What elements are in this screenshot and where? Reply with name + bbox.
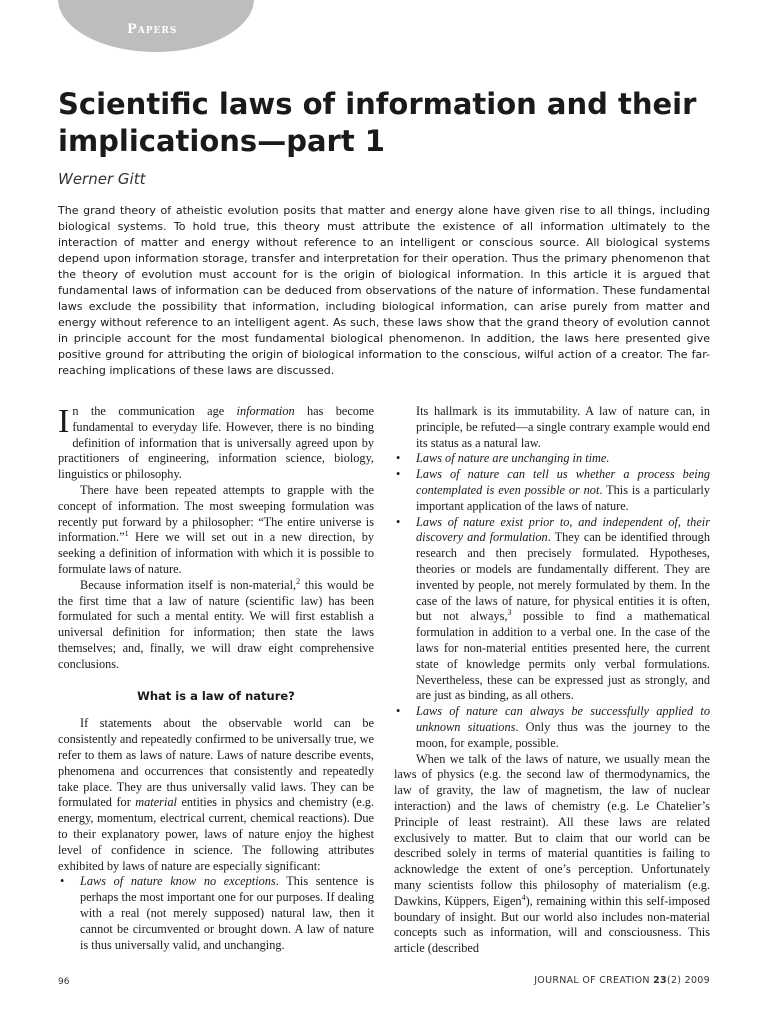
paragraph — [58, 483, 374, 578]
text: Here we will set out in a new direction, by seeking a definition of information with which it is possible to formulate laws of nature. — [58, 530, 374, 576]
paragraph: Its hallmark is its immutability. A law of nature can, in principle, be refuted—a single contrary example would end its status as a natural law. — [416, 404, 710, 450]
text: possible to find a mathematical formulation in addition to a verbal one. In the case of the laws for non-material entities presented here, the current state of knowledge permits only verbal formulations. Nevertheless, these can be expressed just as strongly, and are just as binding, as all others. — [416, 609, 710, 703]
journal-footer — [534, 975, 710, 986]
article-title: Scientific laws of information and their implications—part 1 — [58, 87, 697, 158]
footnote-ref: 1 — [124, 529, 129, 539]
text: this would be the first time that a law of nature (scientific law) has been formulated for such a mental entity. We will first establish a universal definition for information; then state the laws themselves; and, finally, we will draw eight comprehensive conclusions. — [58, 577, 374, 671]
footnote-ref: 2 — [296, 576, 301, 586]
article-abstract: The grand theory of atheistic evolution posits that matter and energy alone have given rise to all things, including biological systems. To hold true, this theory must attribute the existence of all information ultimately to the interaction of matter and energy without reference to an intelligent or conscious source. All biological systems depend upon information storage, transfer and interpretation for their operation. Thus the primary phenomenon that the theory of evolution must account for is the origin of biological information. In this article it is argued that fundamental laws of information can be deduced from observations of the nature of information. These fundamental laws exclude the possibility that information, including biological information, can arise purely from matter and energy without reference to an intelligent agent. As such, these laws show that the grand theory of evolution cannot in principle account for the most fundamental biological phenomenon. In addition, the laws here presented give positive ground for attributing the origin of biological information to the conscious, wilful action of a creator. The far-reaching implications of these laws are discussed. — [58, 204, 710, 377]
emphasis: information — [236, 404, 295, 418]
list-item — [58, 874, 374, 953]
paragraph — [58, 404, 374, 483]
drop-cap: I — [58, 403, 70, 440]
emphasis: Laws of nature can always be successfully applied to unknown situations — [416, 704, 710, 734]
emphasis: Laws of nature know no exceptions — [80, 874, 276, 889]
journal-name: JOURNAL OF CREATION — [534, 975, 654, 986]
body-column-left — [58, 404, 374, 953]
text: n the communication age — [72, 404, 237, 418]
emphasis: Laws of nature can tell us whether a process being contemplated is even possible or not — [416, 467, 710, 497]
text: There have been repeated attempts to grapple with the concept of information. The most sweeping formulation was recently put forward by a philosopher: “The entire universe is information.” — [58, 482, 374, 545]
journal-issue: (2) 2009 — [666, 975, 710, 986]
attributes-list — [58, 874, 374, 953]
attributes-list — [394, 451, 710, 751]
text: ), remaining within this self-imposed boundary of insight. But our world also includes non-material concepts such as information, will and consciousness. This article (described — [394, 893, 710, 956]
journal-volume: 23 — [653, 975, 667, 986]
section-label: Papers — [127, 22, 178, 37]
text: entities in physics and chemistry (e.g. energy, momentum, electrical current, chemical reactions). Due to their explanatory power, laws of nature enjoy the highest level of confidence in science. The following attributes exhibited by laws of nature are especially significant: — [58, 795, 374, 873]
emphasis: material — [135, 795, 177, 810]
list-item — [394, 451, 710, 467]
body-column-right — [394, 404, 710, 957]
paragraph — [394, 752, 710, 957]
text: has become fundamental to everyday life. However, there is no binding definition of information that is universally agreed upon by practitioners of engineering, information science, biology, linguistics or philosophy. — [58, 404, 374, 482]
footnote-ref: 3 — [507, 608, 512, 618]
list-item — [394, 467, 710, 514]
list-item — [394, 704, 710, 751]
text: . This is a particularly important application of the laws of nature. — [416, 482, 711, 513]
list-item — [394, 515, 710, 705]
text: . This sentence is perhaps the most important one for our purposes. If dealing with a real (not merely supposed) natural law, then it cannot be circumvented or brought down. A law of nature is thus universally valid, and unchanging. — [80, 874, 374, 952]
page-number: 96 — [58, 977, 70, 987]
paragraph — [58, 716, 374, 874]
text: . They can be identified through research and then precisely formulated. Hypotheses, theories or models are fundamentally different. They are invented by people, not merely formulated by them. In the case of the laws of nature, for physical entities it is often, but not always, — [416, 530, 710, 624]
article-author: Werner Gitt — [58, 170, 146, 188]
emphasis: Laws of nature exist prior to, and independent of, their discovery and formulation — [416, 514, 710, 545]
text: When we talk of the laws of nature, we usually mean the laws of physics (e.g. the second law of thermodynamics, the law of gravity, the law of magnetism, the law of nuclear interaction) and the laws of chemistry (e.g. Le Chatelier’s Principle of least restraint). All these laws are related exclusively to matter. But to claim that our world can be described solely in terms of material quantities is failing to acknowledge the extent of one’s perception. Unfortunately many scientists follow this philosophy of materialism (e.g. Dawkins, Küppers, Eigen — [394, 751, 710, 908]
text: . Only thus was the journey to the moon, for example, possible. — [416, 719, 711, 750]
section-heading: What is a law of nature? — [137, 688, 295, 703]
text: Because information itself is non-material, — [80, 577, 297, 592]
footnote-ref: 4 — [521, 892, 526, 902]
emphasis: Laws of nature are unchanging in time. — [416, 451, 610, 466]
paragraph — [58, 578, 374, 673]
text: If statements about the observable world can be consistently and repeatedly confirmed to be universally true, we refer to them as laws of nature. Laws of nature describe events, phenomena and occurrences that consistently and repeatedly take place. They are thus universally valid laws. They can be formulated for — [58, 716, 374, 810]
